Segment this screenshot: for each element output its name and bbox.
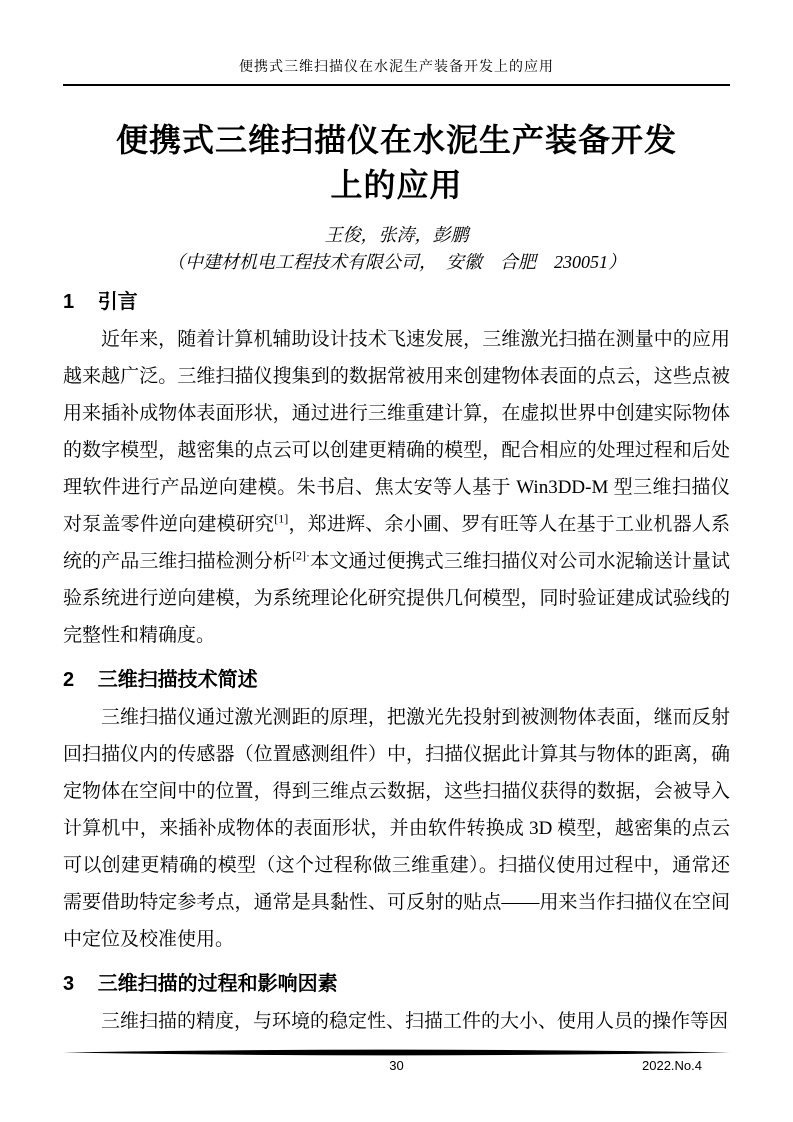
section-2-paragraph: 三维扫描仪通过激光测距的原理，把激光先投射到被测物体表面，继而反射回扫描仪内的传感器（位置感测组件）中，扫描仪据此计算其与物体的距离，确定物体在空间中的位置，得到三维点云数据，这些扫描仪获得的数据，会被导入计算机中，来插补成物体的表面形状，并由软件转换成 3D 模型，越密集的点云可以创建更精确的模型（这个过程称做三维重建）。扫描仪使用过程中，通常还需要借助特定参考点，通常是具黏性、可反射的贴点——用来当作扫描仪在空间中定位及校准使用。	[63, 707, 730, 950]
footer-decorative-rule	[63, 1048, 730, 1057]
citation-ref-2: [2]·	[292, 548, 311, 563]
citation-ref-1: [1]	[274, 511, 289, 526]
paragraph-text: ，郑进辉、余小圃、罗有旺等人在基于工业机器人系统的产品三维扫描检测分析	[63, 514, 730, 572]
article-title	[63, 118, 730, 208]
issue-label: 2022.No.4	[642, 1058, 702, 1073]
section-3-number: 3	[63, 973, 75, 995]
article-title-line1: 便携式三维扫描仪在水泥生产装备开发	[115, 122, 677, 158]
section-2-heading	[63, 666, 730, 694]
affiliation: （中建材机电工程技术有限公司， 安徽 合肥 230051）	[167, 252, 626, 272]
page-number: 30	[389, 1058, 404, 1073]
footer-row	[63, 1058, 730, 1076]
section-1-heading	[63, 288, 730, 316]
section-3-title: 三维扫描的过程和影响因素	[97, 973, 338, 995]
section-2-title: 三维扫描技术简述	[97, 669, 258, 691]
authors: 王俊，张涛，彭鹏	[324, 225, 469, 245]
paragraph-text: 近年来，随着计算机辅助设计技术飞速发展，三维激光扫描在测量中的应用越来越广泛。三维扫描仪搜集到的数据常被用来创建物体表面的点云，这些点被用来插补成物体表面形状，通过进行三维重建计算，在虚拟世界中创建实际物体的数字模型，越密集的点云可以创建更精确的模型，配合相应的处理过程和后处理软件进行产品逆向建模。朱书启、焦太安等人基于 Win3DD-M 型三维扫描仪对泵盖零件逆向建模研究	[63, 329, 730, 535]
section-3-paragraph: 三维扫描的精度，与环境的稳定性、扫描工件的大小、使用人员的操作等因	[101, 1011, 729, 1032]
section-1-title: 引言	[97, 291, 138, 313]
running-title: 便携式三维扫描仪在水泥生产装备开发上的应用	[239, 60, 554, 75]
section-scan-process-factors	[63, 970, 730, 1040]
section-scan-tech-overview	[63, 666, 730, 958]
section-3-heading	[63, 970, 730, 998]
paragraph-text: 本文通过便携式三维扫描仪对公司水泥输送计量试验系统进行逆向建模，为系统理论化研究提供几何模型，同时验证建成试验线的完整性和精确度。	[63, 551, 730, 646]
section-2-number: 2	[63, 669, 75, 691]
page-header	[63, 0, 730, 86]
article-title-line2: 上的应用	[330, 167, 463, 203]
page-footer	[63, 1048, 730, 1076]
section-1-number: 1	[63, 291, 75, 313]
section-introduction	[63, 288, 730, 654]
section-1-paragraph	[63, 321, 730, 654]
byline	[63, 222, 730, 276]
